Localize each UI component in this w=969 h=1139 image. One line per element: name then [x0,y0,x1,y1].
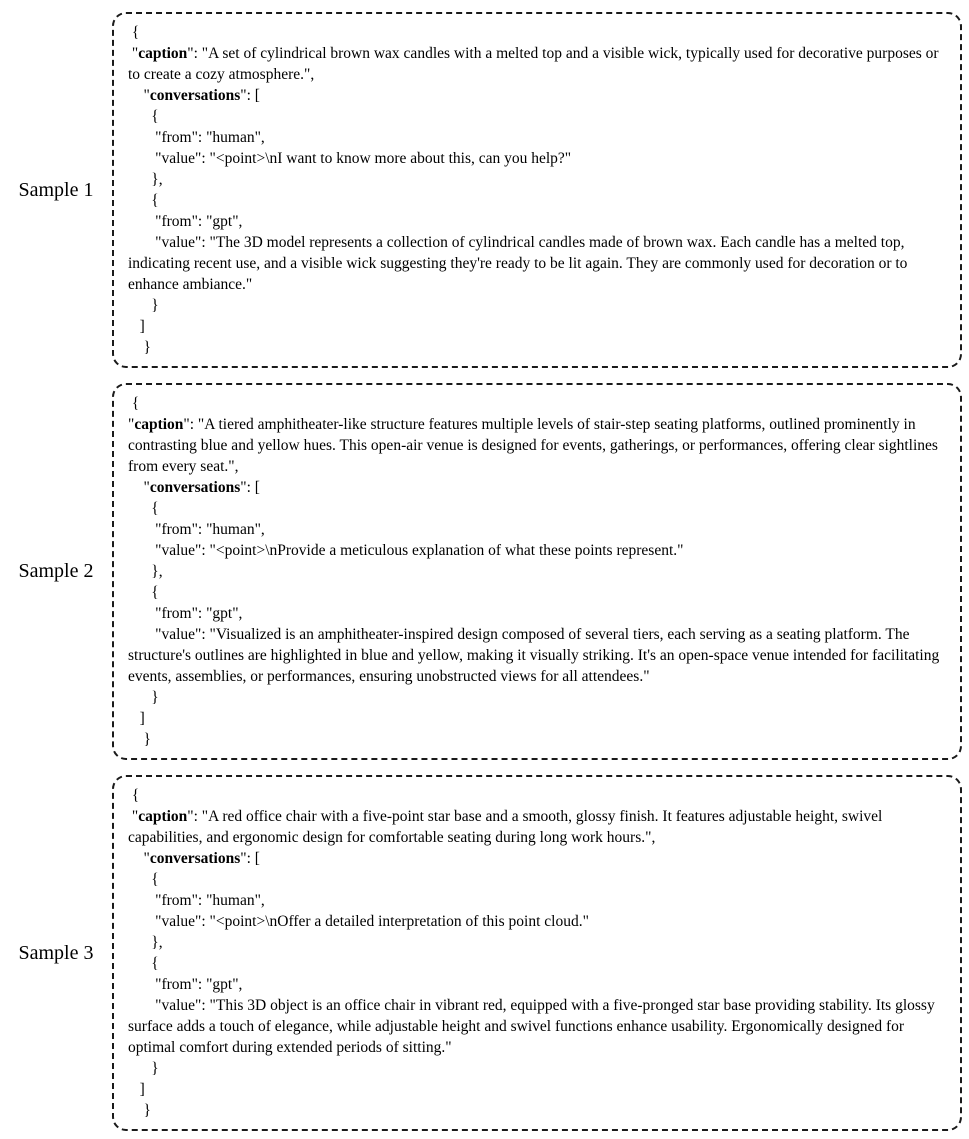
json-line: "from": "human", [128,892,265,909]
json-line: { [128,955,159,972]
sample-1-json-box [112,12,962,368]
sample-2-label: Sample 2 [18,560,94,582]
sample-3-json-box [112,775,962,1131]
json-line: ] [128,318,145,335]
sample-3-json-content [128,785,948,1121]
json-line: } [128,1060,159,1077]
sample-2-json-content [128,393,948,750]
sample-1-json-content [128,22,948,358]
json-line: { [128,871,159,888]
json-line: { [128,24,140,41]
json-line: } [128,1102,151,1119]
json-line: { [128,500,159,517]
sample-1-row [0,12,962,368]
json-line: ] [128,710,145,727]
sample-2-row [0,383,962,760]
json-line: "value": "<point>\nI want to know more about this, can you help?" [128,150,572,167]
json-line: "from": "gpt", [128,605,243,622]
sample-3-label: Sample 3 [18,941,94,964]
json-line: "value": "The 3D model represents a collection of cylindrical candles made of brown wax. Each candle has a melted top, indicating recent use, and a visible wick suggesting they're ready to be lit again. They are commonly used for decoration or to enhance ambiance." [128,234,912,293]
sample-2-json-box [112,383,962,760]
json-line: "conversations": [ [128,87,260,104]
json-line: "caption": "A tiered amphitheater-like structure features multiple levels of stair-step seating platforms, outlined prominently in contrasting blue and yellow hues. This open-air venue is designed for events, gatherings, or performances, offering clear sightlines from every seat.", [128,416,942,475]
json-line: { [128,584,159,601]
json-line: "from": "gpt", [128,976,243,993]
json-line: } [128,731,151,748]
sample-3-row [0,775,962,1131]
json-line: { [128,108,159,125]
json-line: "from": "gpt", [128,213,243,230]
json-line: } [128,689,159,706]
json-line: "caption": "A red office chair with a five-point star base and a smooth, glossy finish. It features adjustable height, swivel capabilities, and ergonomic design for comfortable seating during long work hours.", [128,808,887,846]
json-line: } [128,339,151,356]
json-line: "value": "<point>\nProvide a meticulous explanation of what these points represent." [128,542,684,559]
json-line: { [128,192,159,209]
json-line: }, [128,563,163,580]
json-line: } [128,297,159,314]
json-line: }, [128,171,163,188]
json-line: "from": "human", [128,521,265,538]
json-line: "value": "<point>\nOffer a detailed interpretation of this point cloud." [128,913,589,930]
json-line: "caption": "A set of cylindrical brown wax candles with a melted top and a visible wick, typically used for decorative purposes or to create a cozy atmosphere.", [128,45,943,83]
json-line: "value": "Visualized is an amphitheater-inspired design composed of several tiers, each serving as a seating platform. The structure's outlines are highlighted in blue and yellow, making it visually striking. It's an open-space venue intended for facilitating events, assemblies, or performances, ensuring unobstructed views for all attendees." [128,626,944,685]
json-line: "conversations": [ [128,479,260,496]
json-line: "conversations": [ [128,850,260,867]
json-line: }, [128,934,163,951]
json-line: "value": "This 3D object is an office chair in vibrant red, equipped with a five-pronged star base providing stability. Its glossy surface adds a touch of elegance, while adjustable height and swivel functions enhance usability. Ergonomically designed for optimal comfort during extended periods of sitting." [128,997,939,1056]
json-line: { [128,787,140,804]
json-line: "from": "human", [128,129,265,146]
json-line: { [128,395,140,412]
json-line: ] [128,1081,145,1098]
sample-1-label: Sample 1 [18,178,94,201]
